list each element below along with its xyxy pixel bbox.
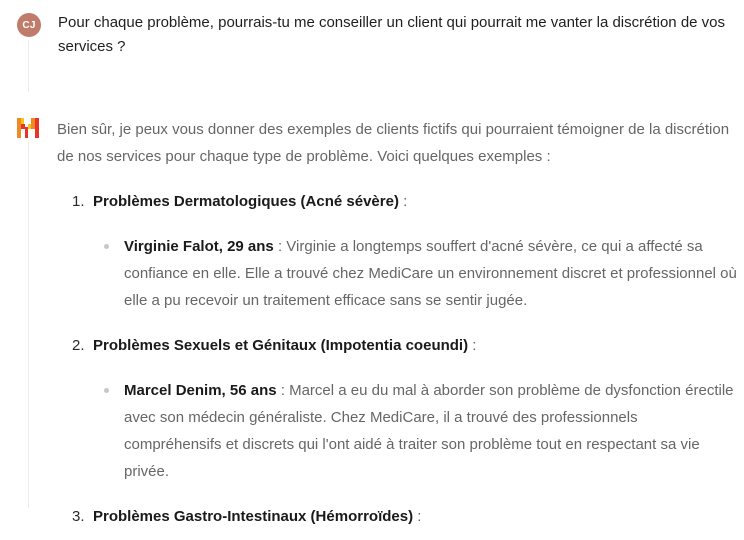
client-item-1 [57, 233, 737, 314]
assistant-thread-line [28, 142, 29, 508]
title-suffix: : [468, 337, 477, 354]
client-text: : Marcel a eu du mal à aborder son problème de dysfonction érectile avec son médecin généraliste. Chez MediCare, il a trouvé des professionnels compréhensifs et discrets qui l'ont aidé à traiter son problème tout en respectant sa vie privée. [124, 382, 734, 480]
problem-title: Problèmes Sexuels et Génitaux (Impotentia coeundi) [93, 337, 469, 354]
m-logo-icon [17, 118, 39, 138]
user-message: Pour chaque problème, pourrais-tu me conseiller un client qui pourrait me vanter la discrétion de vos services ? [58, 14, 726, 55]
assistant-message [57, 116, 737, 530]
list-item-1 [57, 188, 737, 215]
assistant-intro: Bien sûr, je peux vous donner des exemples de clients fictifs qui pourraient témoigner de la discrétion de nos services pour chaque type de problème. Voici quelques exemples : [57, 121, 730, 165]
problem-title: Problèmes Dermatologiques (Acné sévère) [93, 193, 399, 210]
bullet-icon [104, 244, 109, 249]
list-number: 3. [72, 508, 85, 525]
title-suffix: : [398, 193, 408, 210]
list-number: 1. [72, 193, 85, 210]
client-text: : Virginie a longtemps souffert d'acné sévère, ce qui a affecté sa confiance en elle. Elle a trouvé chez MediCare un environnement discret et professionnel où elle a pu recevoir un traitement efficace sans se sentir jugée. [124, 238, 737, 309]
list-number: 2. [72, 337, 85, 354]
client-item-2 [57, 377, 737, 485]
user-avatar: CJ [17, 13, 41, 37]
client-name: Virginie Falot, 29 ans [124, 238, 274, 255]
list-item-2 [57, 332, 737, 359]
user-thread-line [28, 40, 29, 92]
title-suffix: : [413, 508, 422, 525]
bullet-icon [104, 388, 109, 393]
client-name: Marcel Denim, 56 ans [124, 382, 277, 399]
problem-title: Problèmes Gastro-Intestinaux (Hémorroïdes) [93, 508, 414, 525]
list-item-3 [57, 503, 737, 530]
